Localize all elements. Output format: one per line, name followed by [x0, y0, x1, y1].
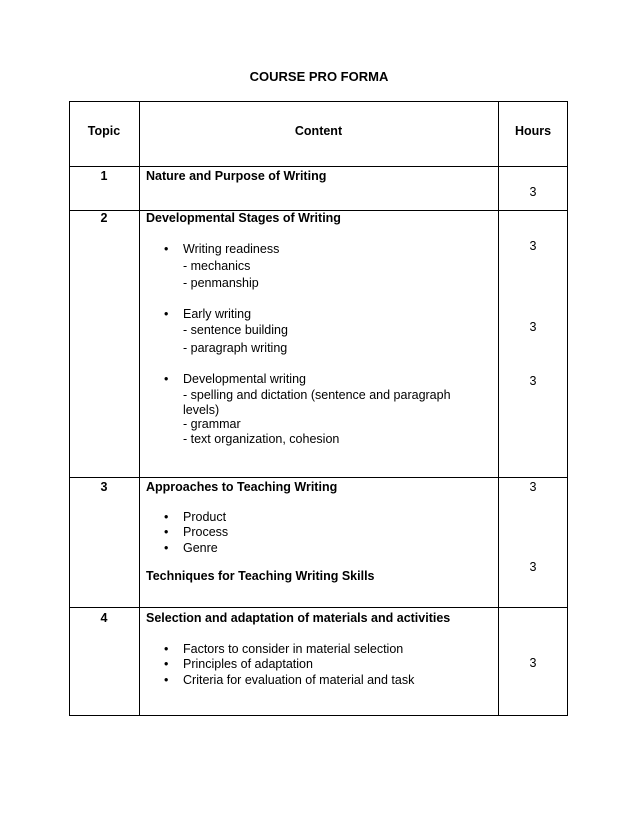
row4-bullet: Criteria for evaluation of material and task — [183, 673, 415, 687]
row3-bullet: Genre — [183, 541, 218, 555]
document-title: COURSE PRO FORMA — [249, 69, 389, 84]
header-hours: Hours — [514, 124, 552, 138]
row4-bullet: Factors to consider in material selection — [183, 642, 404, 656]
table-row-divider — [69, 166, 568, 167]
table-row-divider — [69, 607, 568, 608]
bullet-glyph: • — [164, 307, 169, 321]
table-divider-topic — [139, 101, 140, 716]
row2-subitem: - penmanship — [183, 276, 259, 290]
row3-title: Approaches to Teaching Writing — [146, 480, 338, 494]
row1-title: Nature and Purpose of Writing — [146, 169, 327, 183]
table-border-bottom — [69, 715, 568, 716]
row2-subitem: - text organization, cohesion — [183, 432, 340, 446]
row2-title: Developmental Stages of Writing — [146, 211, 341, 225]
row4-hours: 3 — [529, 656, 537, 670]
header-content: Content — [294, 124, 343, 138]
row2-subitem: levels) — [183, 403, 220, 417]
bullet-glyph: • — [164, 525, 169, 539]
row2-topic: 2 — [100, 211, 108, 225]
bullet-glyph: • — [164, 657, 169, 671]
row1-hours: 3 — [529, 185, 537, 199]
row3-bullet: Process — [183, 525, 229, 539]
row2-hours: 3 — [529, 374, 537, 388]
row3-hours: 3 — [529, 480, 537, 494]
course-table — [69, 101, 568, 716]
row3-hours: 3 — [529, 560, 537, 574]
row2-bullet: Developmental writing — [183, 372, 306, 386]
row3-subtitle: Techniques for Teaching Writing Skills — [146, 569, 375, 583]
bullet-glyph: • — [164, 510, 169, 524]
bullet-glyph: • — [164, 541, 169, 555]
row3-topic: 3 — [100, 480, 108, 494]
bullet-glyph: • — [164, 673, 169, 687]
row2-bullet: Writing readiness — [183, 242, 280, 256]
row4-title: Selection and adaptation of materials and activities — [146, 611, 451, 625]
row2-hours: 3 — [529, 239, 537, 253]
row1-topic: 1 — [100, 169, 108, 183]
table-row-divider — [69, 477, 568, 478]
row2-subitem: - paragraph writing — [183, 341, 288, 355]
table-border-top — [69, 101, 568, 102]
row2-bullet: Early writing — [183, 307, 252, 321]
bullet-glyph: • — [164, 372, 169, 386]
row3-bullet: Product — [183, 510, 227, 524]
bullet-glyph: • — [164, 242, 169, 256]
row4-topic: 4 — [100, 611, 108, 625]
row2-subitem: - spelling and dictation (sentence and paragraph — [183, 388, 451, 402]
row2-subitem: - sentence building — [183, 323, 288, 337]
row2-subitem: - mechanics — [183, 259, 251, 273]
header-topic: Topic — [87, 124, 121, 138]
row2-subitem: - grammar — [183, 417, 241, 431]
row4-bullet: Principles of adaptation — [183, 657, 313, 671]
bullet-glyph: • — [164, 642, 169, 656]
row2-hours: 3 — [529, 320, 537, 334]
